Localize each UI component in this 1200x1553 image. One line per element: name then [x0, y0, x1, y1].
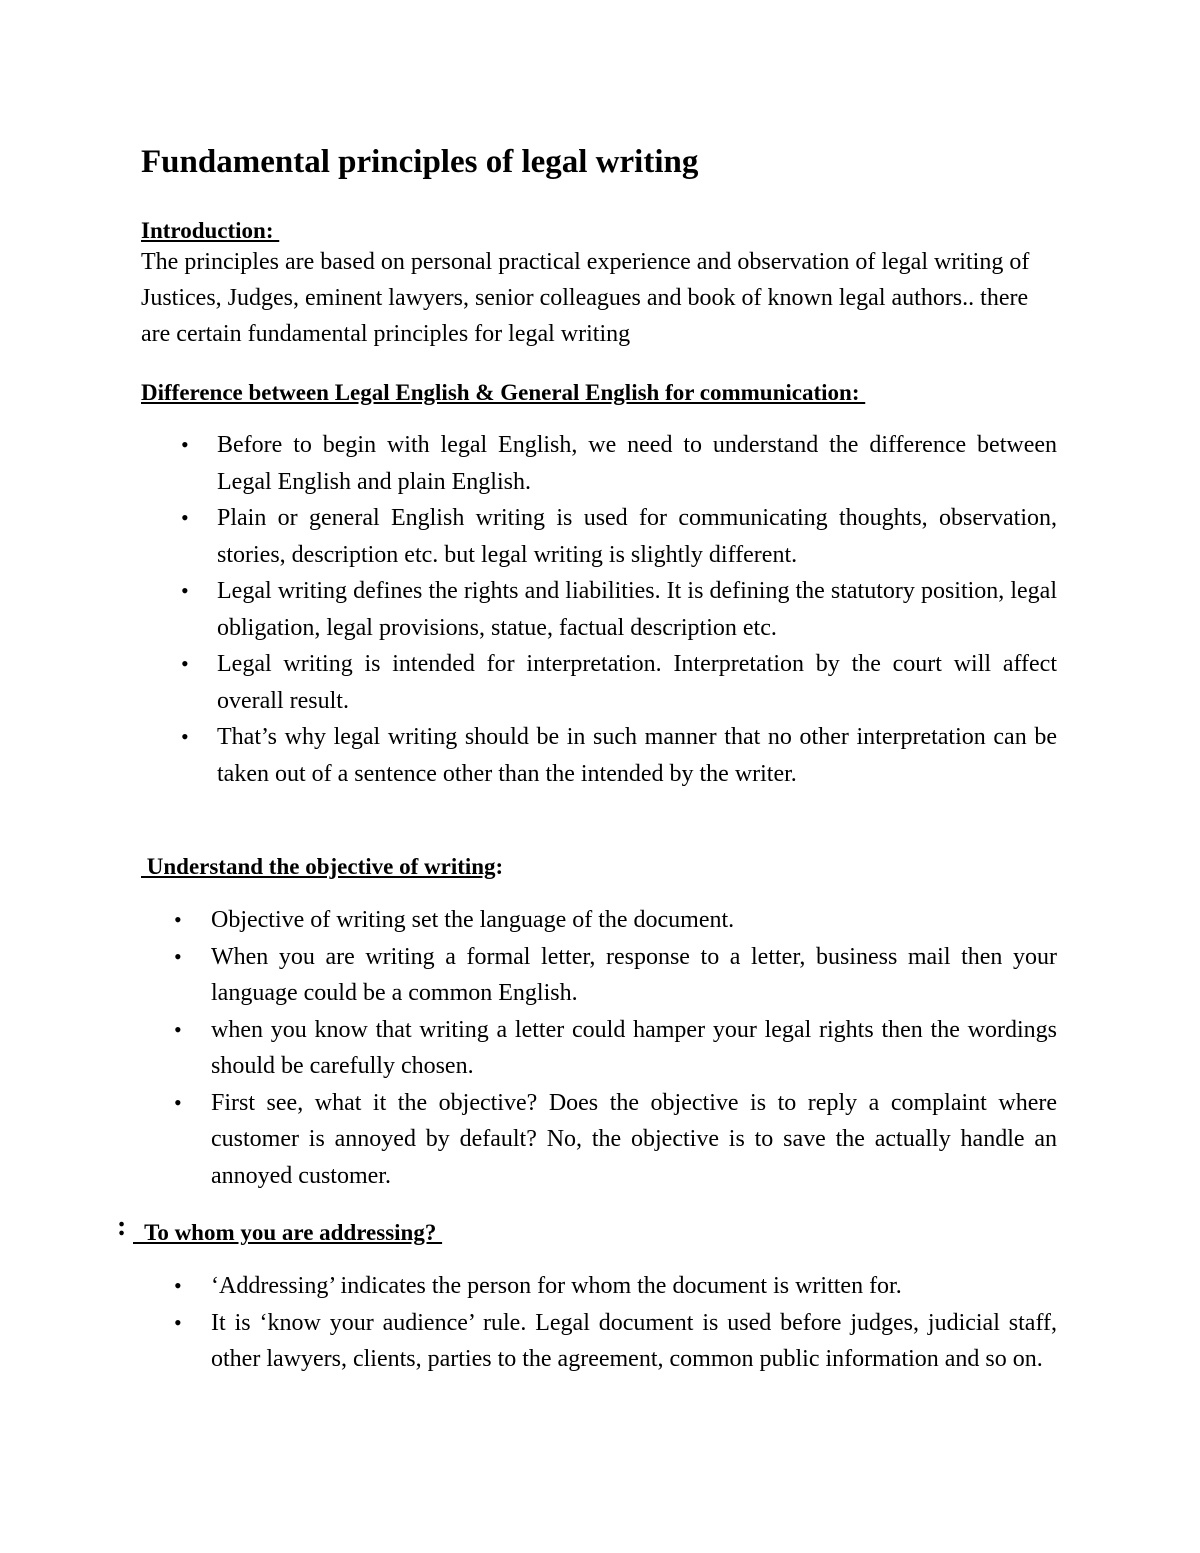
difference-bullet-list: [181, 427, 1057, 792]
section-heading-difference: Difference between Legal English & General English for communication:: [141, 380, 866, 405]
list-item-text: When you are writing a formal letter, response to a letter, business mail then your language could be a common English.: [211, 943, 1057, 1006]
document-title: Fundamental principles of legal writing: [141, 144, 699, 180]
bullet-icon: •: [174, 907, 182, 932]
section-heading-objective-text: Understand the objective of writing: [141, 854, 496, 879]
list-item-text: when you know that writing a letter could hamper your legal rights then the wordings should be carefully chosen.: [211, 1016, 1057, 1079]
bullet-icon: •: [174, 943, 182, 969]
list-item: [181, 646, 1057, 719]
bullet-icon: •: [174, 1273, 182, 1298]
list-item: [174, 1268, 1057, 1305]
list-item-text: It is ‘know your audience’ rule. Legal document is used before judges, judicial staff, other lawyers, clients, parties to the agreement, common public information and so on.: [211, 1309, 1057, 1372]
introduction-paragraph: The principles are based on personal practical experience and observation of legal writing of Justices, Judges, eminent lawyers, senior colleagues and book of known legal authors.. there are certain fundamental principles for legal writing: [141, 249, 1030, 347]
section-heading-addressing: To whom you are addressing?: [133, 1220, 443, 1245]
bullet-icon: •: [174, 1309, 182, 1335]
list-item: [174, 1305, 1057, 1378]
list-item-text: First see, what it the objective? Does the objective is to reply a complaint where customer is annoyed by default? No, the objective is to save the actually handle an annoyed customer.: [211, 1089, 1057, 1189]
section-marker-colon: :: [117, 1211, 127, 1242]
bullet-icon: •: [174, 1089, 182, 1115]
list-item: [174, 939, 1057, 1012]
introduction-heading: Introduction:: [141, 218, 280, 243]
section-heading-objective-colon: :: [495, 854, 504, 879]
bullet-icon: •: [181, 505, 189, 530]
bullet-icon: •: [181, 432, 189, 457]
list-item-text: ‘Addressing’ indicates the person for whom the document is written for.: [211, 1273, 902, 1299]
list-item-text: Before to begin with legal English, we need to understand the difference between Legal English and plain English.: [217, 432, 1057, 495]
objective-bullet-list: [174, 902, 1057, 1194]
list-item-text: Legal writing defines the rights and liabilities. It is defining the statutory position, legal obligation, legal provisions, statue, factual description etc.: [217, 578, 1057, 641]
bullet-icon: •: [181, 578, 189, 603]
addressing-bullet-list: [174, 1268, 1057, 1378]
list-item-text: Plain or general English writing is used for communicating thoughts, observation, stories, description etc. but legal writing is slightly different.: [217, 505, 1057, 568]
list-item: [181, 573, 1057, 646]
list-item: [181, 427, 1057, 500]
list-item: [181, 500, 1057, 573]
list-item-text: Legal writing is intended for interpretation. Interpretation by the court will affect overall result.: [217, 651, 1057, 714]
bullet-icon: •: [174, 1016, 182, 1042]
list-item-text: Objective of writing set the language of the document.: [211, 907, 735, 933]
list-item: [181, 719, 1057, 792]
list-item-text: That’s why legal writing should be in such manner that no other interpretation can be taken out of a sentence other than the intended by the writer.: [217, 724, 1057, 787]
list-item: [174, 902, 1057, 939]
section-heading-objective: [141, 852, 503, 882]
list-item: [174, 1085, 1057, 1195]
bullet-icon: •: [181, 724, 189, 749]
list-item: [174, 1012, 1057, 1085]
bullet-icon: •: [181, 651, 189, 676]
